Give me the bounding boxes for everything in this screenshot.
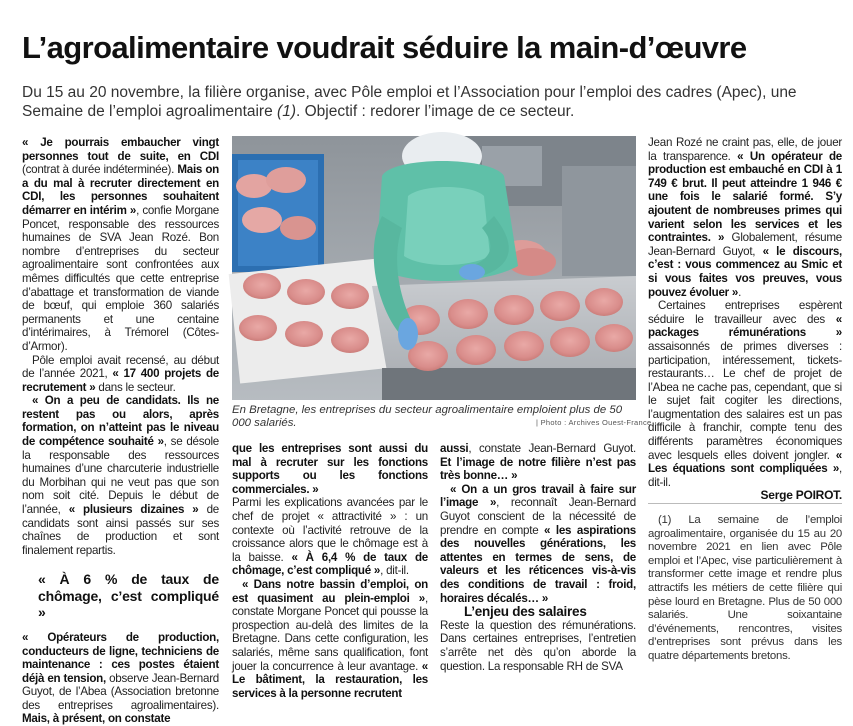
paragraph: [22, 354, 219, 395]
text: , constate Morgane Poncet qui pousse la prospection au-delà des limites de la Bretagne. Dans cette configuration, les salariés, même sans qualification, font jouer la concurrence à leur avantage.: [232, 591, 428, 673]
photo-caption: En Bretagne, les entreprises du secteur agroalimentaire emploient plus de 50 000 salariés.: [232, 404, 623, 430]
text: Globalement, résume Jean-Bernard Guyot,: [648, 231, 842, 258]
quote: « packages rémunérations »: [648, 312, 842, 340]
paragraph: [22, 394, 219, 557]
paragraph: [440, 619, 636, 673]
quote: « le discours, c’est : vous commencez au Smic et si vous faites vos preuves, vous pouvez évoluer »: [648, 244, 843, 299]
quote: Mais, à présent, on constate: [22, 712, 171, 726]
text: (contrat à durée indéterminée).: [22, 163, 178, 177]
text: Parmi les explications avancées par le chef de projet « attractivité » : un contexte où l’activité retrouve de la croissance alors que le chômage est à la baisse.: [232, 496, 428, 564]
text: , se désole la responsable des ressources humaines d’une charcuterie industrielle du Morbihan qui ne veut pas que son nom soit cité. Depuis le début de l’année,: [22, 435, 220, 517]
text: Certaines entreprises espèrent séduire le travailleur avec des: [648, 299, 842, 326]
quote: « 17 400 projets de recrutement »: [22, 367, 219, 394]
quote: « Un opérateur de production est embauché en CDI à 1 749 € brut. Il peut atteindre 1 946 € une fois le salarié formé. S’y ajoutent de nombreuses primes qui varient selon les services et les contraintes. »: [648, 149, 842, 245]
column-4: [648, 136, 842, 696]
column-3: [440, 442, 636, 694]
quote: « Je pourrais embaucher vingt personnes tout de suite, en CDI: [22, 136, 219, 163]
quote: « Dans notre bassin d’emploi, on est quasiment au plein-emploi »: [232, 577, 428, 605]
text: , dit-il.: [380, 564, 409, 578]
article-photo: [232, 136, 636, 400]
text: Jean Rozé ne craint pas, elle, de jouer la transparence.: [648, 136, 842, 163]
text: , confie Morgane Poncet, responsable des ressources humaines de SVA Jean Rozé. Bon nombre d’entreprises du secteur agroalimentaire sont confrontées aux mêmes difficultés que cette entreprise d’abattage et transformation de viande de bœuf, qui emploie 360 salariés permanents et une centaine d’intérimaires, à Trémorel (Côtes-d’Armor).: [22, 203, 219, 353]
quote: que les entreprises sont aussi du mal à recruter sur les fonctions supports ou les fonctions commerciales. »: [232, 442, 428, 496]
footnote-ref: (1): [277, 103, 296, 120]
text: de candidats sont ainsi passés sur ses chaînes de production et sont finalement repartis.: [22, 503, 219, 557]
text: , constate Jean-Bernard Guyot.: [468, 442, 636, 455]
paragraph: [232, 442, 428, 496]
standfirst-text-end: . Objectif : redorer l’image de ce secteur.: [295, 103, 575, 120]
headline: L’agroalimentaire voudrait séduire la main-d’œuvre: [22, 30, 747, 65]
quote: « Les équations sont compliquées »: [648, 448, 842, 476]
quote: « plusieurs dizaines »: [68, 503, 199, 517]
standfirst-text: Du 15 au 20 novembre, la filière organise, avec Pôle emploi et l’Association pour l’emploi des cadres (Apec), une Semaine de l’emploi agroalimentaire: [22, 84, 797, 120]
paragraph: [22, 136, 219, 354]
quote: « les aspirations des nouvelles générations, les attentes en termes de sens, de valeurs et les réticences vis-à-vis des conditions de travail : froid, horaires décalés… »: [440, 523, 636, 605]
author-signature: Serge POIROT.: [760, 488, 842, 503]
paragraph: [22, 631, 219, 726]
text: assaisonnés de primes diverses : participation, intéressement, tickets-restaurants… Le chef de projet de l’Abea ne cache pas, cependant, que si le sujet fait cogiter les directions, l’augmentation des salaires est un pas difficile à franchir, compte tenu des différents paramètres économiques avec lesquels elles doivent jongler.: [648, 339, 842, 462]
paragraph: [440, 483, 636, 605]
footnote: (1) La semaine de l’emploi agroalimentaire, organisée du 15 au 20 novembre 2021 en lien avec Pôle emploi et l’Apec, vise particulièrement à transformer cette image et rendre plus attractifs les métiers de cette filière qui pèse lourd en Bretagne. Plus de 50 000 salariés. Une soixantaine d’événements, rencontres, visites d’entreprises sont prévus dans les quatre départements bretons.: [648, 514, 842, 662]
paragraph: [648, 299, 842, 489]
text: Pôle emploi avait recensé, au début de l’année 2021,: [22, 353, 219, 381]
paragraph: [232, 578, 428, 700]
divider: [648, 503, 842, 504]
text: observe Jean-Bernard Guyot, de l’Abea (Association bretonne des entreprises agroalimentaires).: [22, 671, 219, 712]
photo-credit: | Photo : Archives Ouest-France: [536, 418, 652, 427]
quote: « Opérateurs de production, conducteurs de ligne, techniciens de maintenance : ces postes étaient déjà en tension,: [22, 630, 219, 685]
text: dans le secteur.: [95, 380, 176, 394]
quote: « Le bâtiment, la restauration, les services à la personne recrutent: [232, 659, 428, 700]
paragraph: [440, 442, 636, 483]
quote: « On a un gros travail à faire sur l’image »: [440, 482, 636, 510]
text: , reconnaît Jean-Bernard Guyot conscient de la nécessité de prendre en compte: [440, 496, 636, 537]
meat-processing-illustration: [232, 136, 636, 400]
text: Reste la question des rémunérations. Dans certaines entreprises, l’entretien s’arrête net dès qu’on aborde la question. La responsable RH de SVA: [440, 618, 636, 673]
paragraph: [232, 496, 428, 578]
quote: Mais on a du mal à recruter directement en CDI, les personnes souhaitent démarrer en intérim »: [22, 163, 219, 217]
standfirst: [22, 83, 834, 121]
subheading: « À 6 % de taux de chômage, c’est compliqué »: [38, 571, 219, 621]
quote: aussi: [440, 442, 469, 455]
text: , dit-il.: [648, 462, 842, 489]
quote: « À 6,4 % de taux de chômage, c’est compliqué »: [232, 550, 428, 578]
column-2: [232, 442, 428, 700]
quote: « On a peu de candidats. Ils ne restent pas ou alors, après formation, on n’atteint pas le niveau de compétence souhaité »: [22, 394, 219, 449]
paragraph: [648, 136, 842, 299]
quote: Et l’image de notre filière n’est pas très bonne… »: [440, 455, 636, 483]
column-1: [22, 136, 220, 726]
text: .: [738, 285, 742, 299]
subheading: L’enjeu des salaires: [464, 604, 587, 620]
